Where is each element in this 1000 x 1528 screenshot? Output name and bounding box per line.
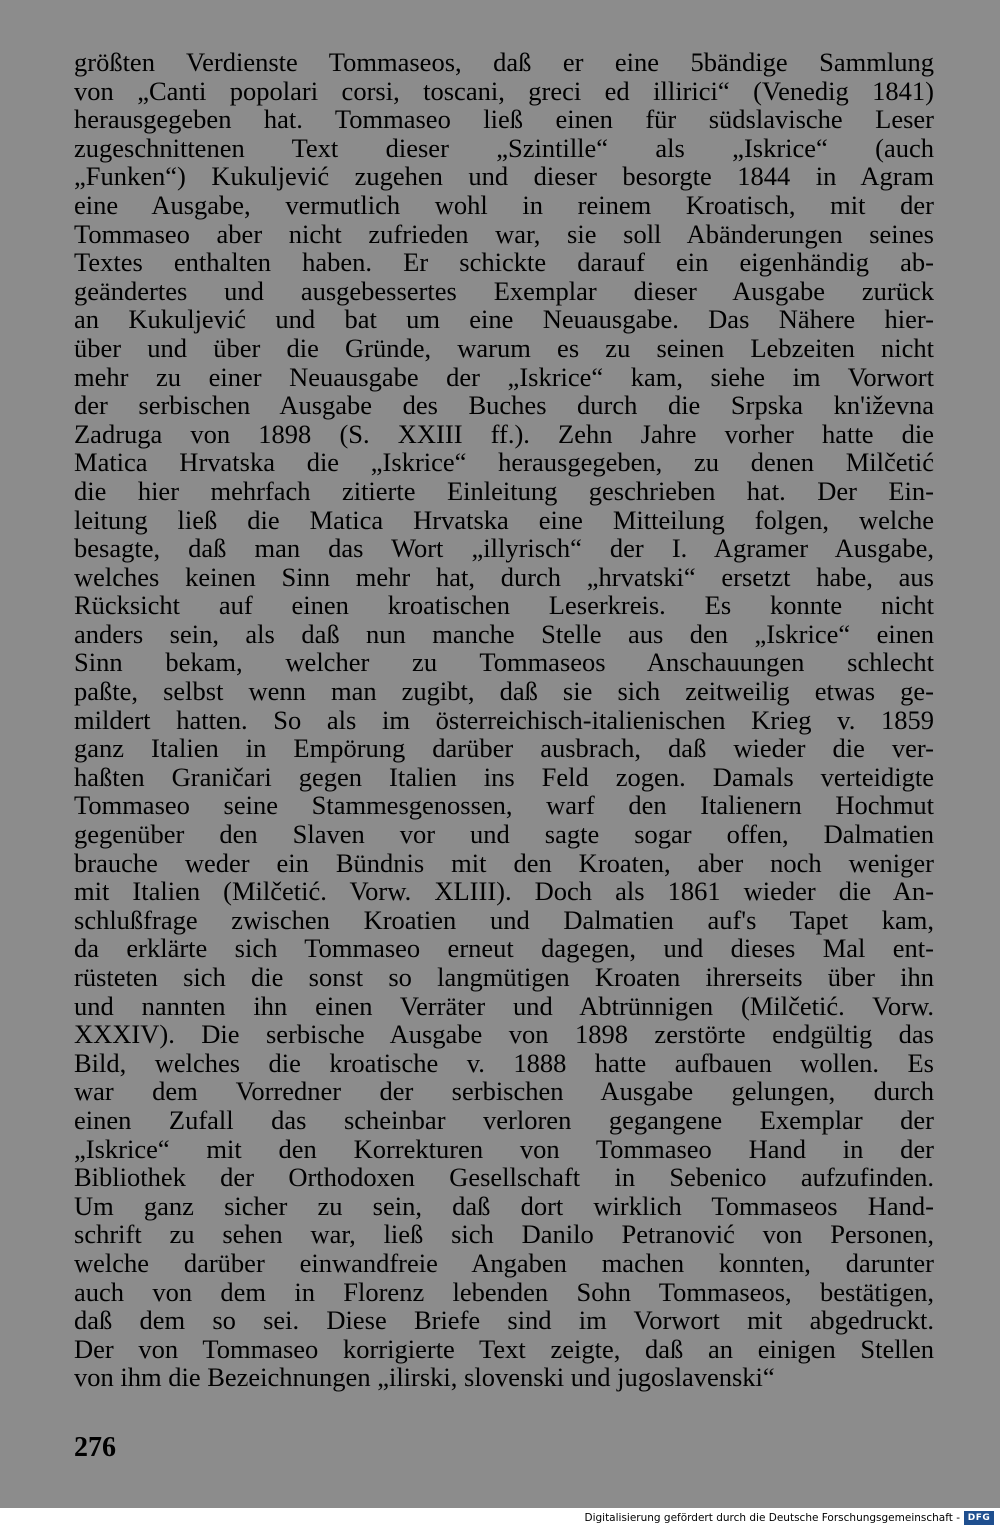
- text-line: von „Canti popolari corsi, toscani, greci ed illirici“ (Venedig 1841): [74, 75, 934, 106]
- text-line: war dem Vorredner der serbischen Ausgabe gelungen, durch: [74, 1076, 934, 1107]
- footer-bar: [0, 1508, 1000, 1528]
- text-line: „Iskrice“ mit den Korrekturen von Tommaseo Hand in der: [74, 1133, 934, 1164]
- text-line: Um ganz sicher zu sein, daß dort wirklich Tommaseos Hand-: [74, 1190, 934, 1221]
- text-line: schlußfrage zwischen Kroatien und Dalmatien auf's Tapet kam,: [74, 904, 934, 935]
- text-line: ganz Italien in Empörung darüber ausbrach, daß wieder die ver-: [74, 733, 934, 764]
- text-line: XXXIV). Die serbische Ausgabe von 1898 zerstörte endgültig das: [74, 1019, 934, 1050]
- text-line: auch von dem in Florenz lebenden Sohn Tommaseos, bestätigen,: [74, 1276, 934, 1307]
- text-line: und nannten ihn einen Verräter und Abtrünnigen (Milčetić. Vorw.: [74, 990, 934, 1021]
- dfg-logo-icon: DFG: [964, 1511, 994, 1525]
- text-line: eine Ausgabe, vermutlich wohl in reinem Kroatisch, mit der: [74, 189, 934, 220]
- text-line: größten Verdienste Tommaseos, daß er eine 5bändige Sammlung: [74, 47, 934, 77]
- text-line: mehr zu einer Neuausgabe der „Iskrice“ kam, siehe im Vorwort: [74, 361, 934, 392]
- text-line: Zadruga von 1898 (S. XXIII ff.). Zehn Jahre vorher hatte die: [74, 418, 934, 449]
- text-line: Bibliothek der Orthodoxen Gesellschaft in Sebenico aufzufinden.: [74, 1162, 934, 1193]
- text-line: von ihm die Bezeichnungen „ilirski, slovenski und jugoslavenski“: [74, 1362, 775, 1393]
- text-line: „Funken“) Kukuljević zugehen und dieser besorgte 1844 in Agram: [74, 161, 934, 192]
- text-line: schrift zu sehen war, ließ sich Danilo Petranović von Personen,: [74, 1219, 934, 1250]
- text-line: mit Italien (Milčetić. Vorw. XLIII). Doch als 1861 wieder die An-: [74, 876, 934, 907]
- text-line: geändertes und ausgebessertes Exemplar dieser Ausgabe zurück: [74, 275, 934, 306]
- text-line: mildert hatten. So als im österreichisch-italienischen Krieg v. 1859: [74, 704, 934, 735]
- text-line: die hier mehrfach zitierte Einleitung geschrieben hat. Der Ein-: [74, 475, 934, 506]
- text-line: einen Zufall das scheinbar verloren gegangene Exemplar der: [74, 1104, 934, 1135]
- text-line: daß dem so sei. Diese Briefe sind im Vorwort mit abgedruckt.: [74, 1305, 934, 1336]
- text-line: herausgegeben hat. Tommaseo ließ einen für südslavische Leser: [74, 104, 934, 135]
- text-line: Sinn bekam, welcher zu Tommaseos Anschauungen schlecht: [74, 647, 934, 678]
- text-line: besagte, daß man das Wort „illyrisch“ der I. Agramer Ausgabe,: [74, 533, 934, 564]
- text-line: Matica Hrvatska die „Iskrice“ herausgegeben, zu denen Milčetić: [74, 447, 934, 478]
- text-line: Rücksicht auf einen kroatischen Leserkreis. Es konnte nicht: [74, 590, 934, 621]
- text-line: haßten Graničari gegen Italien ins Feld zogen. Damals verteidigte: [74, 761, 934, 792]
- text-line: anders sein, als daß nun manche Stelle aus den „Iskrice“ einen: [74, 618, 934, 649]
- text-line: über und über die Gründe, warum es zu seinen Lebzeiten nicht: [74, 332, 934, 363]
- text-line: welche darüber einwandfreie Angaben machen konnten, darunter: [74, 1247, 934, 1278]
- text-line: brauche weder ein Bündnis mit den Kroaten, aber noch weniger: [74, 847, 934, 878]
- funding-credit: Digitalisierung gefördert durch die Deutsche Forschungsgemeinschaft -: [584, 1512, 960, 1524]
- page-number: 276: [74, 1432, 116, 1463]
- text-line: der serbischen Ausgabe des Buches durch die Srpska kn'iževna: [74, 390, 934, 421]
- text-line: rüsteten sich die sonst so langmütigen Kroaten ihrerseits über ihn: [74, 962, 934, 992]
- text-line: da erklärte sich Tommaseo erneut dagegen, und dieses Mal ent-: [74, 933, 934, 964]
- body-text: [74, 48, 934, 1392]
- text-line: an Kukuljević und bat um eine Neuausgabe. Das Nähere hier-: [74, 304, 934, 335]
- text-line: gegenüber den Slaven vor und sagte sogar offen, Dalmatien: [74, 819, 934, 850]
- text-line: paßte, selbst wenn man zugibt, daß sie sich zeitweilig etwas ge-: [74, 676, 934, 707]
- text-line: Tommaseo aber nicht zufrieden war, sie soll Abänderungen seines: [74, 218, 934, 249]
- text-line: Bild, welches die kroatische v. 1888 hatte aufbauen wollen. Es: [74, 1047, 934, 1078]
- text-line: zugeschnittenen Text dieser „Szintille“ als „Iskrice“ (auch: [74, 132, 934, 163]
- text-line: welches keinen Sinn mehr hat, durch „hrvatski“ ersetzt habe, aus: [74, 561, 934, 592]
- text-line: Tommaseo seine Stammesgenossen, warf den Italienern Hochmut: [74, 790, 934, 821]
- text-line: Der von Tommaseo korrigierte Text zeigte, daß an einigen Stellen: [74, 1333, 934, 1364]
- text-line: leitung ließ die Matica Hrvatska eine Mitteilung folgen, welche: [74, 504, 934, 535]
- text-line: Textes enthalten haben. Er schickte darauf ein eigenhändig ab-: [74, 247, 934, 278]
